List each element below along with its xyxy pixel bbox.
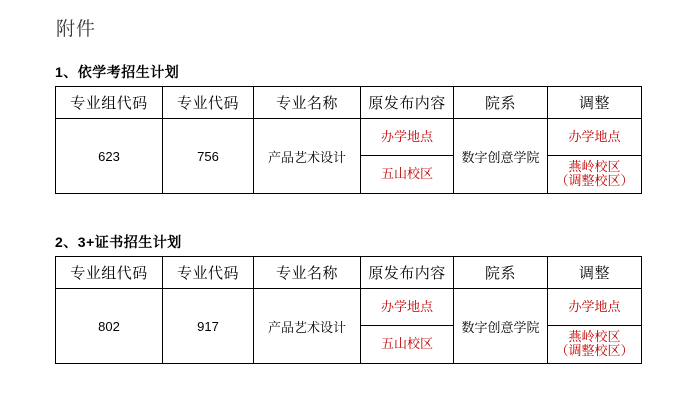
cell-major-code: 917 [163, 289, 254, 364]
plan-table [55, 256, 642, 364]
original-label: 办学地点 [361, 120, 453, 156]
cell-major-name: 产品艺术设计 [254, 119, 361, 194]
adjust-campus-block [548, 156, 641, 193]
plan-table [55, 86, 642, 194]
cell-major-code: 756 [163, 119, 254, 194]
header-major-name: 专业名称 [254, 87, 361, 119]
cell-department: 数字创意学院 [454, 119, 548, 194]
section-certificate-plan [55, 232, 635, 364]
header-original-content: 原发布内容 [361, 87, 454, 119]
adjust-campus: 燕岭校区 [568, 328, 621, 344]
adjust-campus: 燕岭校区 [568, 158, 621, 174]
original-label: 办学地点 [361, 290, 453, 326]
cell-group-code: 802 [56, 289, 163, 364]
cell-department: 数字创意学院 [454, 289, 548, 364]
header-adjustment: 调整 [548, 87, 642, 119]
table-header-row [56, 257, 642, 289]
header-department: 院系 [454, 87, 548, 119]
header-group-code: 专业组代码 [56, 257, 163, 289]
header-adjustment: 调整 [548, 257, 642, 289]
header-major-name: 专业名称 [254, 257, 361, 289]
cell-original-content [361, 289, 454, 364]
original-campus: 五山校区 [380, 165, 433, 181]
cell-adjustment [548, 119, 642, 194]
table-row [56, 119, 642, 194]
header-department: 院系 [454, 257, 548, 289]
adjust-label: 办学地点 [548, 290, 641, 326]
header-group-code: 专业组代码 [56, 87, 163, 119]
section-heading: 2、3+证书招生计划 [55, 234, 182, 250]
cell-original-content [361, 119, 454, 194]
table-row [56, 289, 642, 364]
table-header-row [56, 87, 642, 119]
adjust-label: 办学地点 [548, 120, 641, 156]
adjust-note: （调整校区） [555, 343, 634, 358]
page-title: 附件 [56, 19, 97, 40]
adjust-note: （调整校区） [555, 173, 634, 188]
header-major-code: 专业代码 [163, 87, 254, 119]
section-academic-exam-plan [55, 62, 635, 194]
header-major-code: 专业代码 [163, 257, 254, 289]
adjust-campus-block [548, 326, 641, 363]
cell-major-name: 产品艺术设计 [254, 289, 361, 364]
cell-group-code: 623 [56, 119, 163, 194]
section-heading: 1、依学考招生计划 [55, 64, 180, 80]
original-campus: 五山校区 [380, 335, 433, 351]
cell-adjustment [548, 289, 642, 364]
header-original-content: 原发布内容 [361, 257, 454, 289]
